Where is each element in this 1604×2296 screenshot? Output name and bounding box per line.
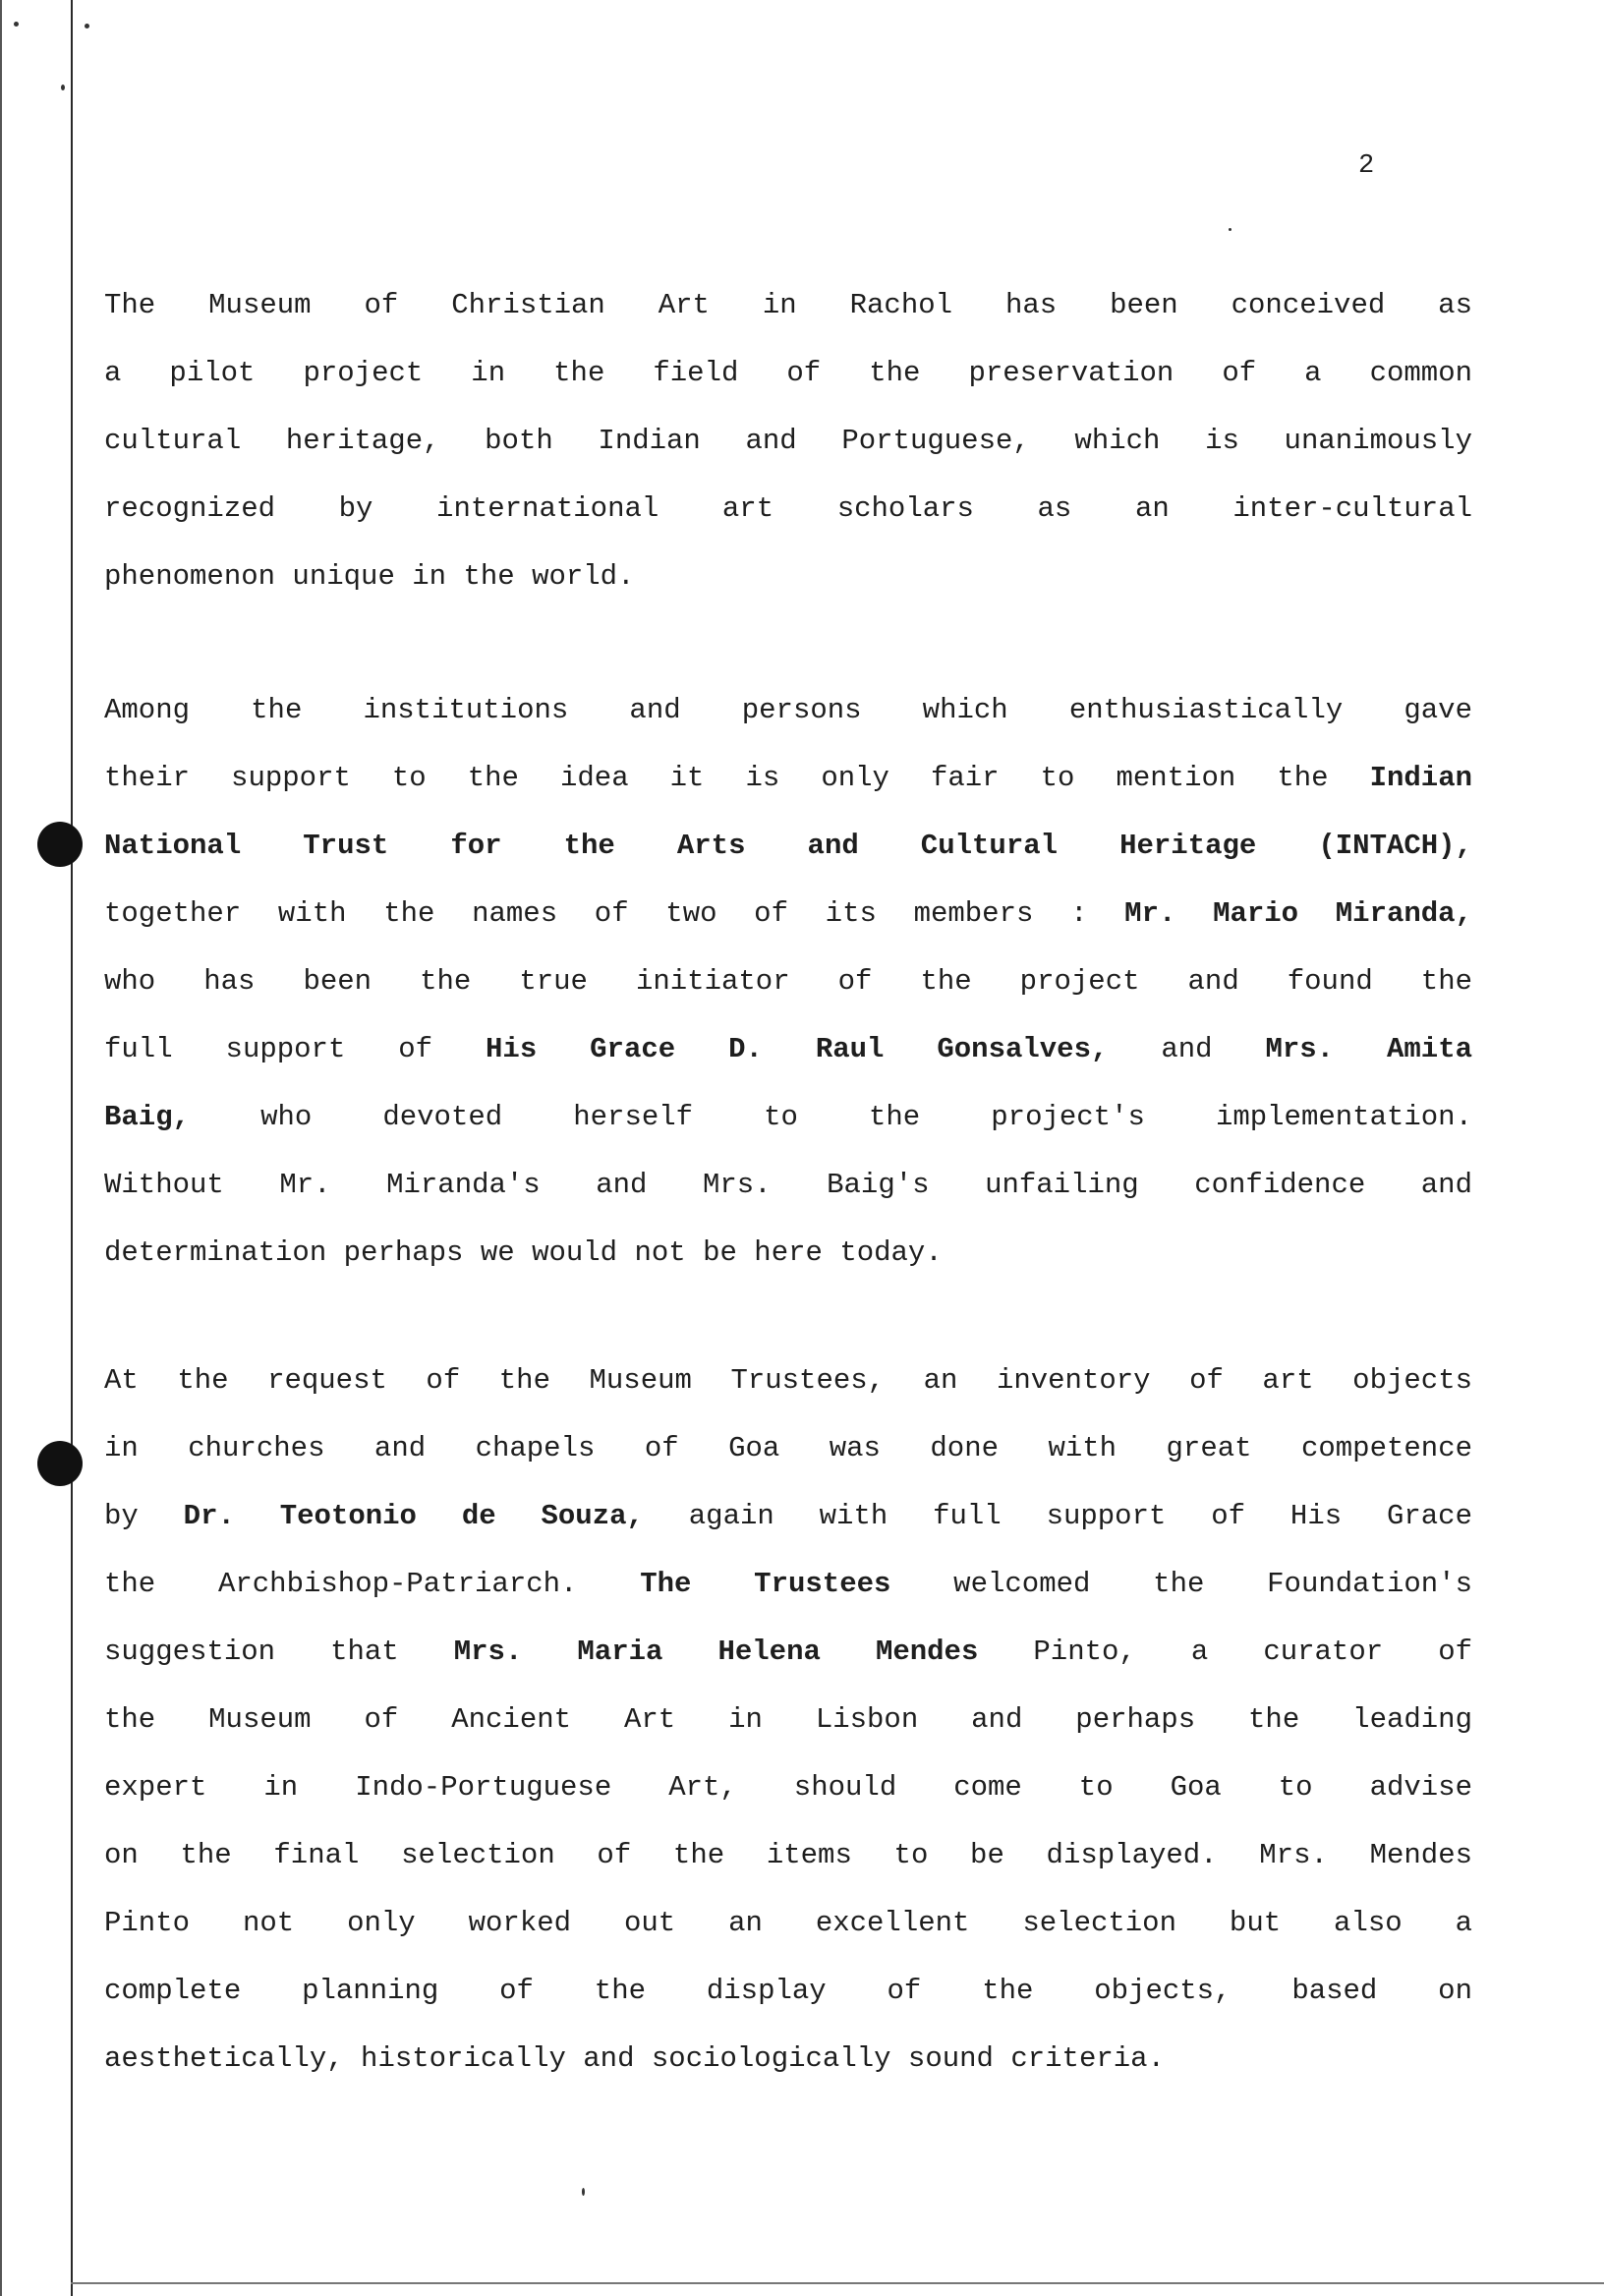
text-line [104,1083,1472,1151]
text-line [104,1889,1472,1957]
text-segment: the Museum of Ancient Art in Lisbon and perhaps the leading [104,1703,1472,1736]
text-segment: determination perhaps we would not be here today. [104,1236,943,1269]
text-segment: their support to the idea it is only fair to mention the [104,762,1370,794]
text-segment: in churches and chapels of Goa was done with great competence [104,1432,1472,1464]
text-segment: Among the institutions and persons which enthusiastically gave [104,694,1472,726]
text-line [104,271,1472,339]
text-segment: who devoted herself to the project's implementation. [190,1101,1472,1133]
bold-text-segment: Mrs. Maria Helena Mendes [453,1636,979,1668]
text-line [104,1618,1472,1686]
text-line [104,880,1472,947]
text-segment: again with full support of His Grace [643,1500,1472,1532]
bold-text-segment: Indian [1369,762,1472,794]
text-segment: Pinto not only worked out an excellent selection but also a [104,1907,1472,1939]
bold-text-segment: Mrs. Amita [1265,1033,1473,1065]
text-segment: a pilot project in the field of the preservation of a common [104,357,1472,389]
bold-text-segment: Dr. Teotonio de Souza, [183,1500,644,1532]
text-line [104,407,1472,475]
paragraph-museum-intro [104,271,1472,610]
text-line [104,947,1472,1015]
bold-text-segment: The Trustees [640,1568,891,1600]
text-line [104,1151,1472,1219]
text-segment: At the request of the Museum Trustees, an inventory of art objects [104,1364,1472,1397]
text-line [104,1414,1472,1482]
text-line [104,1753,1472,1821]
text-line [104,475,1472,543]
text-segment: the Archbishop-Patriarch. [104,1568,641,1600]
paragraph-inventory [104,1347,1472,2093]
scan-speck [85,24,89,29]
text-line [104,1347,1472,1414]
scan-speck [61,85,65,90]
text-line [104,1550,1472,1618]
page-number: 2 [1358,151,1377,181]
bold-text-segment: Mr. Mario Miranda, [1124,897,1472,930]
text-segment: welcomed the Foundation's [890,1568,1472,1600]
text-segment: by [104,1500,184,1532]
text-segment: Without Mr. Miranda's and Mrs. Baig's unfailing confidence and [104,1169,1472,1201]
text-segment: complete planning of the display of the objects, based on [104,1975,1472,2007]
text-segment: full support of [104,1033,487,1065]
text-segment: cultural heritage, both Indian and Portuguese, which is unanimously [104,425,1472,457]
text-segment: and [1108,1033,1266,1065]
text-segment: phenomenon unique in the world. [104,560,635,593]
punch-hole-top [37,822,83,867]
text-line [104,1821,1472,1889]
text-segment: Pinto, a curator of [978,1636,1472,1668]
bold-text-segment: Baig, [104,1101,191,1133]
text-line [104,2025,1472,2093]
text-segment: together with the names of two of its members : [104,897,1125,930]
text-line [104,1219,1472,1287]
text-line [104,1686,1472,1753]
paragraph-acknowledgements [104,676,1472,1287]
punch-hole-bottom [37,1441,83,1486]
scan-speck [14,22,19,27]
text-segment: who has been the true initiator of the project and found the [104,965,1472,998]
text-line [104,339,1472,407]
text-segment: expert in Indo-Portuguese Art, should come to Goa to advise [104,1771,1472,1804]
text-line [104,812,1472,880]
text-segment: suggestion that [104,1636,454,1668]
text-line [104,543,1472,610]
bold-text-segment: His Grace D. Raul Gonsalves, [486,1033,1109,1065]
text-segment: recognized by international art scholars as an inter-cultural [104,492,1472,525]
text-segment: on the final selection of the items to be displayed. Mrs. Mendes [104,1839,1472,1871]
text-line [104,1482,1472,1550]
text-line [104,676,1472,744]
text-line [104,1957,1472,2025]
text-line [104,1015,1472,1083]
bottom-edge-line [71,2282,1604,2284]
bold-text-segment: National Trust for the Arts and Cultural Heritage (INTACH), [104,830,1472,862]
text-line [104,744,1472,812]
binding-margin-line [71,0,73,2296]
scan-speck [1229,228,1232,231]
scan-speck [582,2188,585,2196]
text-segment: The Museum of Christian Art in Rachol has been conceived as [104,289,1472,321]
text-segment: aesthetically, historically and sociologically sound criteria. [104,2042,1165,2075]
left-page-edge [0,0,2,2296]
